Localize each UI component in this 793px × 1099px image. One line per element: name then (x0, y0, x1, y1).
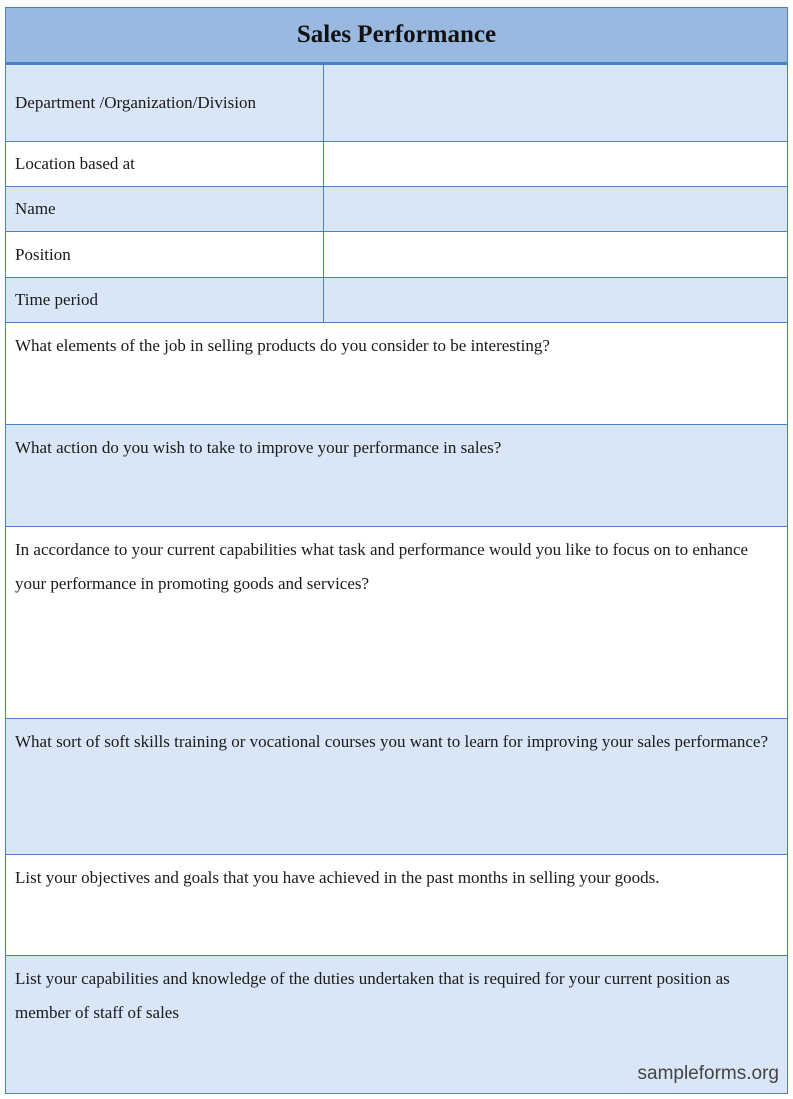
field-input-department[interactable] (324, 65, 787, 141)
question-text: What elements of the job in selling products do you consider to be interesting? (15, 336, 550, 355)
field-label-location: Location based at (6, 142, 324, 186)
question-box-improvement-action[interactable] (6, 425, 787, 527)
field-input-location[interactable] (324, 142, 787, 186)
question-box-focus-tasks[interactable] (6, 527, 787, 719)
question-text: What sort of soft skills training or vocational courses you want to learn for improving your sales performance? (15, 732, 768, 751)
field-input-time-period[interactable] (324, 278, 787, 322)
question-text: What action do you wish to take to improve your performance in sales? (15, 438, 502, 457)
question-box-objectives-achieved[interactable] (6, 855, 787, 956)
field-input-name[interactable] (324, 187, 787, 231)
field-row-time-period (6, 278, 787, 323)
field-label-name: Name (6, 187, 324, 231)
field-row-name (6, 187, 787, 232)
question-box-capabilities[interactable] (6, 956, 787, 1093)
field-row-location (6, 142, 787, 187)
sales-performance-form (5, 7, 788, 1094)
question-text: In accordance to your current capabilities what task and performance would you like to focus on to enhance your performance in promoting goods and services? (15, 540, 749, 593)
question-box-training-courses[interactable] (6, 719, 787, 855)
field-row-department (6, 65, 787, 142)
field-label-position: Position (6, 232, 324, 277)
form-title: Sales Performance (6, 8, 787, 65)
watermark: sampleforms.org (637, 1063, 779, 1084)
field-row-position (6, 232, 787, 278)
field-label-department: Department /Organization/Division (6, 65, 324, 141)
question-text: List your objectives and goals that you have achieved in the past months in selling your goods. (15, 868, 660, 887)
field-input-position[interactable] (324, 232, 787, 277)
question-text: List your capabilities and knowledge of the duties undertaken that is required for your current position as member of staff of sales (15, 969, 730, 1022)
question-box-interesting-elements[interactable] (6, 323, 787, 425)
field-label-time-period: Time period (6, 278, 324, 322)
